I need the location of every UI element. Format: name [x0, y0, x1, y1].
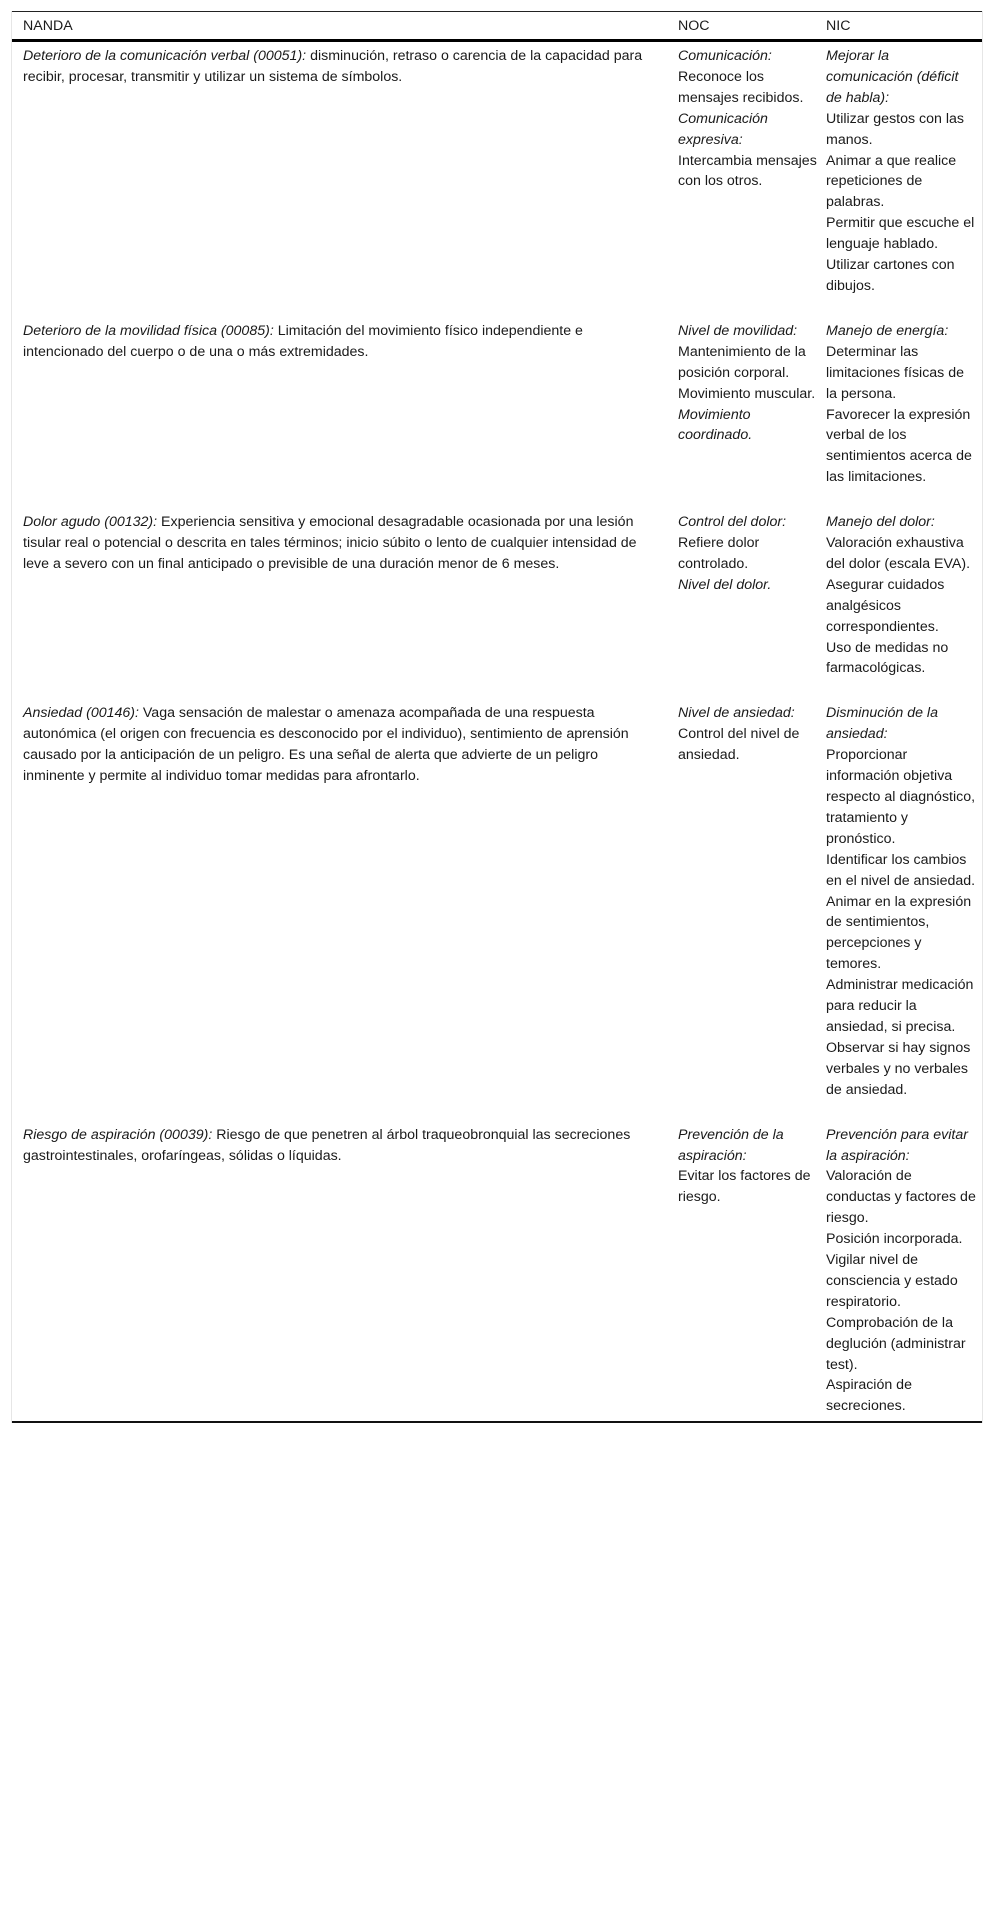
table-body: [12, 41, 982, 1423]
noc-title: Comunicación expresiva:: [678, 110, 768, 148]
nanda-diagnosis-definition: disminución, retraso o carencia de la capacidad para recibir, procesar, transmitir y utilizar un sistema de símbolos.: [23, 48, 643, 85]
noc-cell: [678, 510, 826, 701]
nic-item: Permitir que escuche el lenguaje hablado.: [826, 215, 975, 253]
noc-title: Prevención de la aspiración:: [678, 1126, 784, 1164]
nic-item: Aspiración de secreciones.: [826, 1377, 912, 1415]
nic-item: Uso de medidas no farmacológicas.: [826, 639, 949, 677]
nanda-diagnosis-label: Dolor agudo (00132):: [23, 514, 158, 531]
nanda-cell: [12, 41, 678, 319]
table-row: [12, 41, 982, 319]
table-row: [12, 319, 982, 510]
nic-item: Utilizar gestos con las manos.: [826, 110, 964, 148]
nic-cell: [826, 1123, 982, 1423]
nic-cell: [826, 701, 982, 1122]
nanda-diagnosis-label: Deterioro de la comunicación verbal (00051):: [23, 48, 307, 64]
header-noc: NOC: [678, 12, 826, 41]
nic-title: Prevención para evitar la aspiración:: [826, 1126, 968, 1164]
nanda-diagnosis-definition: Vaga sensación de malestar o amenaza acompañada de una respuesta autonómica (el origen con frecuencia es desconocido por el individuo), sentimiento de aprensión causado por la anticipación de un peligro. Es una señal de alerta que advierte de un peligro inminente y permite al individuo tomar medidas para afrontarlo.: [23, 705, 629, 785]
nic-item: Valoración de conductas y factores de riesgo.: [826, 1168, 976, 1227]
nanda-diagnosis-definition: Riesgo de que penetren al árbol traqueobronquial las secreciones gastrointestinales, orofaríngeas, sólidas o líquidas.: [23, 1126, 631, 1164]
nanda-diagnosis-definition: Experiencia sensitiva y emocional desagradable ocasionada por una lesión tisular real o potencial o descrita en tales términos; inicio súbito o lento de cualquier intensidad de leve a severo con un final anticipado o previsible de una duración menor de 6 meses.: [23, 514, 637, 572]
noc-title: Comunicación:: [678, 48, 772, 64]
noc-cell: [678, 1123, 826, 1423]
nanda-cell: [12, 319, 678, 510]
noc-cell: [678, 701, 826, 1122]
nic-title: Disminución de la ansiedad:: [826, 705, 938, 743]
nanda-diagnosis-definition: Limitación del movimiento físico independiente e intencionado del cuerpo o de una o más extremidades.: [23, 322, 583, 360]
nic-item: Comprobación de la deglución (administrar test).: [826, 1314, 966, 1373]
noc-item: Intercambia mensajes con los otros.: [678, 152, 817, 190]
nic-title: Manejo del dolor:: [826, 514, 935, 531]
nic-item: Posición incorporada.: [826, 1231, 963, 1248]
nursing-care-table-container: [11, 11, 983, 1423]
table-row: [12, 1123, 982, 1423]
table-row: [12, 510, 982, 701]
noc-title: Movimiento coordinado.: [678, 406, 753, 444]
nic-item: Valoración exhaustiva del dolor (escala EVA).: [826, 535, 971, 572]
nic-item: Identificar los cambios en el nivel de ansiedad.: [826, 851, 976, 889]
nanda-cell: [12, 1123, 678, 1423]
nic-cell: [826, 510, 982, 701]
noc-title: Nivel del dolor.: [678, 576, 772, 593]
noc-title: Nivel de movilidad:: [678, 322, 798, 339]
noc-cell: [678, 41, 826, 319]
nanda-noc-nic-table: [12, 11, 982, 1423]
table-header-row: [12, 12, 982, 41]
nic-item: Administrar medicación para reducir la ansiedad, si precisa.: [826, 977, 974, 1035]
nic-item: Favorecer la expresión verbal de los sentimientos acerca de las limitaciones.: [826, 406, 972, 486]
nic-item: Vigilar nivel de consciencia y estado respiratorio.: [826, 1252, 958, 1310]
nic-cell: [826, 41, 982, 319]
nic-title: Manejo de energía:: [826, 322, 949, 339]
nanda-cell: [12, 510, 678, 701]
noc-item: Mantenimiento de la posición corporal.: [678, 343, 806, 381]
noc-item: Movimiento muscular.: [678, 385, 816, 402]
noc-title: Control del dolor:: [678, 514, 787, 531]
noc-item: Evitar los factores de riesgo.: [678, 1168, 811, 1206]
nic-item: Observar si hay signos verbales y no verbales de ansiedad.: [826, 1039, 971, 1098]
noc-title: Nivel de ansiedad:: [678, 705, 795, 722]
nanda-cell: [12, 701, 678, 1122]
nanda-diagnosis-label: Riesgo de aspiración (00039):: [23, 1126, 213, 1143]
nanda-diagnosis-label: Deterioro de la movilidad física (00085):: [23, 322, 274, 339]
nic-item: Animar en la expresión de sentimientos, percepciones y temores.: [826, 893, 972, 973]
nic-item: Animar a que realice repeticiones de palabras.: [826, 152, 957, 211]
noc-item: Refiere dolor controlado.: [678, 535, 760, 572]
nic-item: Determinar las limitaciones físicas de la persona.: [826, 343, 964, 402]
header-nic: NIC: [826, 12, 982, 41]
noc-item: Control del nivel de ansiedad.: [678, 726, 800, 764]
noc-cell: [678, 319, 826, 510]
nanda-diagnosis-label: Ansiedad (00146):: [23, 705, 139, 722]
nic-title: Mejorar la comunicación (déficit de habla):: [826, 48, 959, 106]
nic-item: Asegurar cuidados analgésicos correspondientes.: [826, 576, 945, 635]
nic-item: Proporcionar información objetiva respecto al diagnóstico, tratamiento y pronóstico.: [826, 747, 976, 847]
table-row: [12, 701, 982, 1122]
header-nanda: NANDA: [12, 12, 678, 41]
nic-cell: [826, 319, 982, 510]
nic-item: Utilizar cartones con dibujos.: [826, 257, 955, 294]
noc-item: Reconoce los mensajes recibidos.: [678, 68, 804, 106]
